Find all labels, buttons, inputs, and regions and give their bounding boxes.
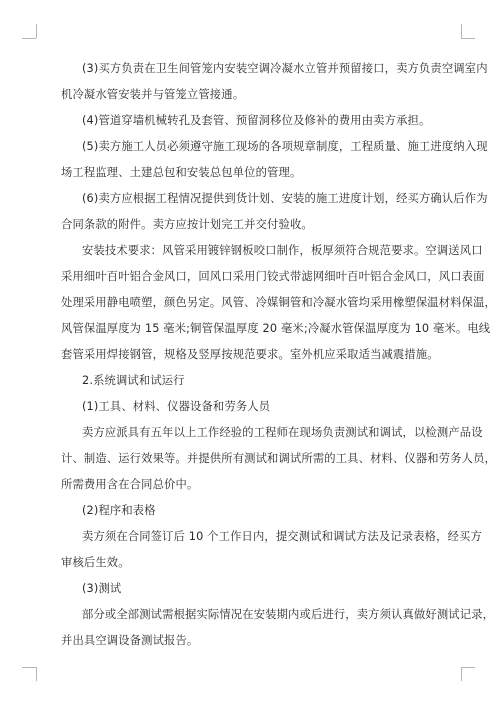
subsection-heading: (2)程序和表格 (82, 504, 156, 517)
text-line: 场工程监理、土建总包和安装总包单位的管理。 (61, 166, 302, 179)
text-line: 机冷凝水管安装并与管笼立管接通。 (61, 88, 245, 101)
text-line: (6)卖方应根据工程情况提供到货计划、安装的施工进度计划，经买方确认后作为 (82, 192, 488, 205)
subsection-heading: (1)工具、材料、仪器设备和劳务人员 (82, 400, 271, 413)
crop-mark-top-right-h (461, 38, 475, 39)
text-line: 所需费用含在合同总价中。 (61, 478, 199, 491)
text-line: 合同条款的附件。卖方应按计划完工并交付验收。 (61, 218, 313, 231)
text-line: (4)管道穿墙机械转孔及套管、预留洞移位及修补的费用由卖方承担。 (82, 114, 431, 127)
text-line: (5)卖方施工人员必须遵守施工现场的各项规章制度，工程质量、施工进度纳入现 (82, 140, 488, 153)
text-line: 卖方须在合同签订后 10 个工作日内，提交测试和调试方法及记录表格，经买方 (82, 530, 482, 543)
crop-mark-bottom-right-v (461, 667, 462, 681)
text-line: 并出具空调设备测试报告。 (61, 634, 199, 647)
crop-mark-top-left-v (36, 24, 37, 38)
text-line: 采用细叶百叶铝合金风口，回风口采用门铰式带滤网细叶百叶铝合金风口，风口表面 (61, 270, 485, 283)
text-line: 风管保温厚度为 15 毫米;铜管保温厚度 20 毫米;冷凝水管保温厚度为 10 毫米。电线 (61, 322, 491, 335)
section-heading: 2.系统调试和试运行 (82, 374, 185, 387)
text-line: 部分或全部测试需根据实际情况在安装期内或后进行，卖方须认真做好测试记录， (82, 608, 495, 621)
crop-mark-bottom-right-h (461, 667, 475, 668)
text-line: 处理采用静电喷塑，颜色另定。风管、冷媒铜管和冷凝水管均采用橡塑保温材料保温， (61, 296, 496, 309)
crop-mark-top-left-h (22, 38, 36, 39)
text-line: 安装技术要求：风管采用镀锌钢板咬口制作，板厚须符合规范要求。空调送风口 (82, 244, 483, 257)
text-line: 计、制造、运行效果等。并提供所有测试和调试所需的工具、材料、仪器和劳务人员， (61, 452, 496, 465)
crop-mark-bottom-left-v (36, 667, 37, 681)
text-line: 套管采用焊接钢管，规格及竖厚按规范要求。室外机应采取适当减震措施。 (61, 348, 439, 361)
crop-mark-bottom-left-h (22, 667, 36, 668)
subsection-heading: (3)测试 (82, 582, 122, 595)
text-line: (3)买方负责在卫生间管笼内安装空调冷凝水立管并预留接口，卖方负责空调室内 (82, 62, 488, 75)
text-line: 审核后生效。 (61, 556, 130, 569)
text-line: 卖方应派具有五年以上工作经验的工程师在现场负责测试和调试，以检测产品设 (82, 426, 483, 439)
crop-mark-top-right-v (461, 24, 462, 38)
